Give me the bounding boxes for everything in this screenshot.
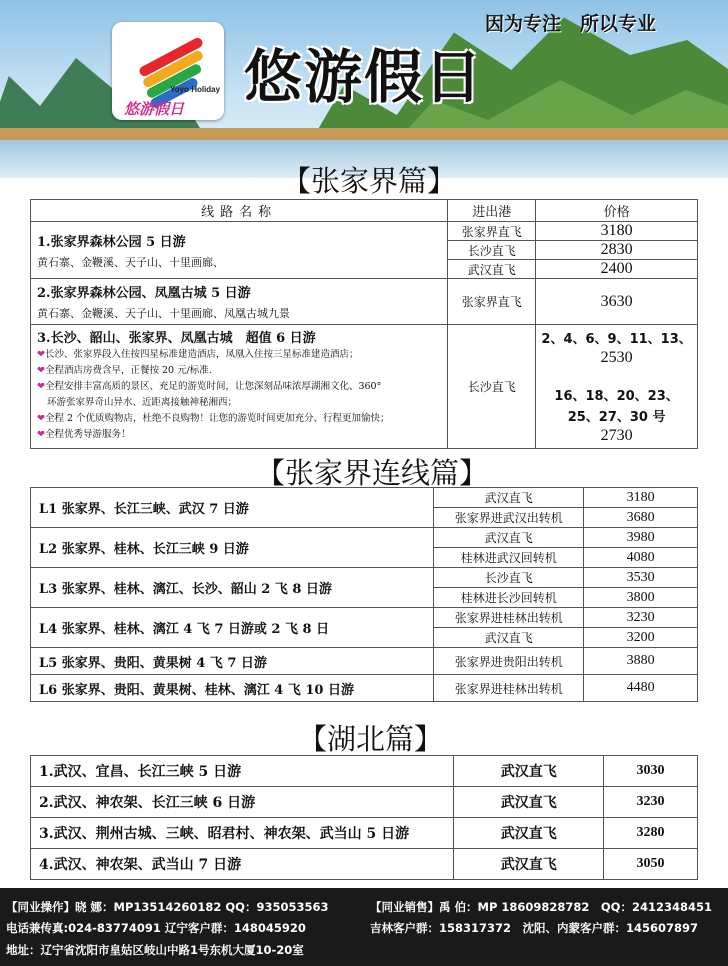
departure-dates: 2、4、6、9、11、13、 xyxy=(541,332,692,347)
brand-title: 悠游假日 xyxy=(244,43,485,111)
route-desc: 黄石寨、金鞭溪、天子山、十里画廊、 xyxy=(37,255,224,269)
route-name: L4 张家界、桂林、漓江 4 飞 7 日游或 2 飞 8 日 xyxy=(31,608,434,648)
table-row xyxy=(31,648,698,675)
price-cell: 2400 xyxy=(536,260,698,279)
route-cell xyxy=(31,325,448,449)
table-row xyxy=(31,849,698,880)
price-cell: 4480 xyxy=(584,675,698,702)
price-cell xyxy=(536,325,698,449)
bullet-item: ❤长沙、张家界段入住按四星标准建造酒店，凤凰入住按三星标准建造酒店； xyxy=(37,349,359,360)
bullet-item: ❤全程优秀导游服务！ xyxy=(37,429,131,440)
price-cell: 3530 xyxy=(584,568,698,588)
header-banner xyxy=(0,0,728,178)
phone-fax: 电话兼传真:024-83774091 辽宁客户群：148045920 xyxy=(6,921,306,935)
price-cell: 3180 xyxy=(584,488,698,508)
port-cell: 张家界直飞 xyxy=(448,222,536,241)
shoreline xyxy=(0,128,728,140)
table-row xyxy=(31,528,698,548)
port-cell: 武汉直飞 xyxy=(434,528,584,548)
port-cell: 武汉直飞 xyxy=(454,787,604,818)
heart-icon: ❤ xyxy=(37,349,45,360)
departure-dates: 25、27、30 号 xyxy=(567,410,666,425)
route-name: L6 张家界、贵阳、黄果树、桂林、漓江 4 飞 10 日游 xyxy=(31,675,434,702)
route-cell xyxy=(31,222,448,279)
header-price: 价格 xyxy=(536,200,698,222)
port-cell: 武汉直飞 xyxy=(454,849,604,880)
port-cell: 桂林进长沙回转机 xyxy=(434,588,584,608)
port-cell: 武汉直飞 xyxy=(454,818,604,849)
table-row xyxy=(31,608,698,628)
table-row xyxy=(31,325,698,449)
table-row xyxy=(31,787,698,818)
heart-icon: ❤ xyxy=(37,381,45,392)
sales-contact: 【同业销售】禹 伯：MP 18609828782 QQ：2412348451 xyxy=(370,900,712,914)
price-cell: 2830 xyxy=(536,241,698,260)
heart-icon: ❤ xyxy=(37,365,45,376)
price-cell: 3280 xyxy=(604,818,698,849)
price-cell: 3030 xyxy=(604,756,698,787)
bullet-item: ❤全程酒店房费含早，正餐按 20 元/标准. xyxy=(37,365,212,376)
route-name: 3.长沙、韶山、张家界、凤凰古城 超值 6 日游 xyxy=(37,331,316,346)
price-cell: 3630 xyxy=(536,279,698,325)
price-value: 2730 xyxy=(600,427,633,444)
price-cell: 3680 xyxy=(584,508,698,528)
port-cell: 张家界进贵阳出转机 xyxy=(434,648,584,675)
section-title-hubei: 【湖北篇】 xyxy=(298,722,444,756)
header-route: 线路名称 xyxy=(31,200,448,222)
ops-contact: 【同业操作】晓 娜：MP13514260182 QQ：935053563 xyxy=(6,900,329,914)
price-cell: 3880 xyxy=(584,648,698,675)
heart-icon: ❤ xyxy=(37,429,45,440)
table-row xyxy=(31,279,698,325)
price-cell: 3050 xyxy=(604,849,698,880)
route-name: 4.武汉、神农架、武当山 7 日游 xyxy=(31,849,454,880)
slogan: 因为专注 所以专业 xyxy=(485,13,657,35)
port-cell: 武汉直飞 xyxy=(448,260,536,279)
route-name: L3 张家界、桂林、漓江、长沙、韶山 2 飞 8 日游 xyxy=(31,568,434,608)
route-name: 1.武汉、宜昌、长江三峡 5 日游 xyxy=(31,756,454,787)
route-desc: 黄石寨、金鞭溪、天子山、十里画廊、凤凰古城九景 xyxy=(37,307,290,320)
header-port: 进出港 xyxy=(448,200,536,222)
address: 地址：辽宁省沈阳市皇姑区岐山中路1号东机大厦10-20室 xyxy=(6,943,304,957)
hubei-table xyxy=(30,755,698,880)
contact-footer xyxy=(0,888,728,966)
bullet-item: ❤全程安排丰富高质的景区、充足的游览时间，让您深刻品味浓厚湖湘文化、360° xyxy=(37,381,382,392)
section-title-zhangjiajie-linked: 【张家界连线篇】 xyxy=(256,456,489,490)
section-title-zhangjiajie: 【张家界篇】 xyxy=(282,164,457,198)
port-cell: 武汉直飞 xyxy=(434,628,584,648)
departure-dates: 16、18、20、23、 xyxy=(554,389,679,404)
port-cell: 长沙直飞 xyxy=(448,241,536,260)
port-cell: 张家界进桂林出转机 xyxy=(434,608,584,628)
table-row xyxy=(31,818,698,849)
heart-icon: ❤ xyxy=(37,413,45,424)
table-row xyxy=(31,568,698,588)
table-row xyxy=(31,222,698,241)
price-cell: 3200 xyxy=(584,628,698,648)
customer-groups: 吉林客户群：158317372 沈阳、内蒙客户群：145607897 xyxy=(370,921,699,935)
bullet-item: ❤全程 2 个优质购物店，杜绝不良购物！让您的游览时间更加充分、行程更加愉快； xyxy=(37,413,390,424)
zhangjiajie-table xyxy=(30,199,698,449)
price-cell: 3180 xyxy=(536,222,698,241)
price-cell: 3800 xyxy=(584,588,698,608)
table-header-row xyxy=(31,200,698,222)
route-name: 2.张家界森林公园、凤凰古城 5 日游 xyxy=(37,286,251,301)
route-name: L2 张家界、桂林、长江三峡 9 日游 xyxy=(31,528,434,568)
port-cell: 长沙直飞 xyxy=(434,568,584,588)
port-cell: 张家界进武汉出转机 xyxy=(434,508,584,528)
table-row xyxy=(31,488,698,508)
logo-english-name: Yoyo Holiday xyxy=(170,85,221,94)
price-cell: 3230 xyxy=(584,608,698,628)
port-cell: 桂林进武汉回转机 xyxy=(434,548,584,568)
route-name: L5 张家界、贵阳、黄果树 4 飞 7 日游 xyxy=(31,648,434,675)
linked-routes-table xyxy=(30,487,698,702)
logo-chinese-name: 悠游假日 xyxy=(124,100,185,118)
table-row xyxy=(31,756,698,787)
route-cell xyxy=(31,279,448,325)
port-cell: 武汉直飞 xyxy=(434,488,584,508)
port-cell: 长沙直飞 xyxy=(448,325,536,449)
price-value: 2530 xyxy=(600,349,633,366)
port-cell: 武汉直飞 xyxy=(454,756,604,787)
route-name: 3.武汉、荆州古城、三峡、昭君村、神农架、武当山 5 日游 xyxy=(31,818,454,849)
table-row xyxy=(31,675,698,702)
port-cell: 张家界直飞 xyxy=(448,279,536,325)
company-logo xyxy=(112,22,224,120)
price-cell: 3230 xyxy=(604,787,698,818)
route-name: 2.武汉、神农架、长江三峡 6 日游 xyxy=(31,787,454,818)
bullet-item: 环游张家界奇山异水、近距离接触神秘湘西； xyxy=(47,397,238,408)
price-cell: 3980 xyxy=(584,528,698,548)
route-name: L1 张家界、长江三峡、武汉 7 日游 xyxy=(31,488,434,528)
port-cell: 张家界进桂林出转机 xyxy=(434,675,584,702)
route-name: 1.张家界森林公园 5 日游 xyxy=(37,234,186,250)
price-cell: 4080 xyxy=(584,548,698,568)
